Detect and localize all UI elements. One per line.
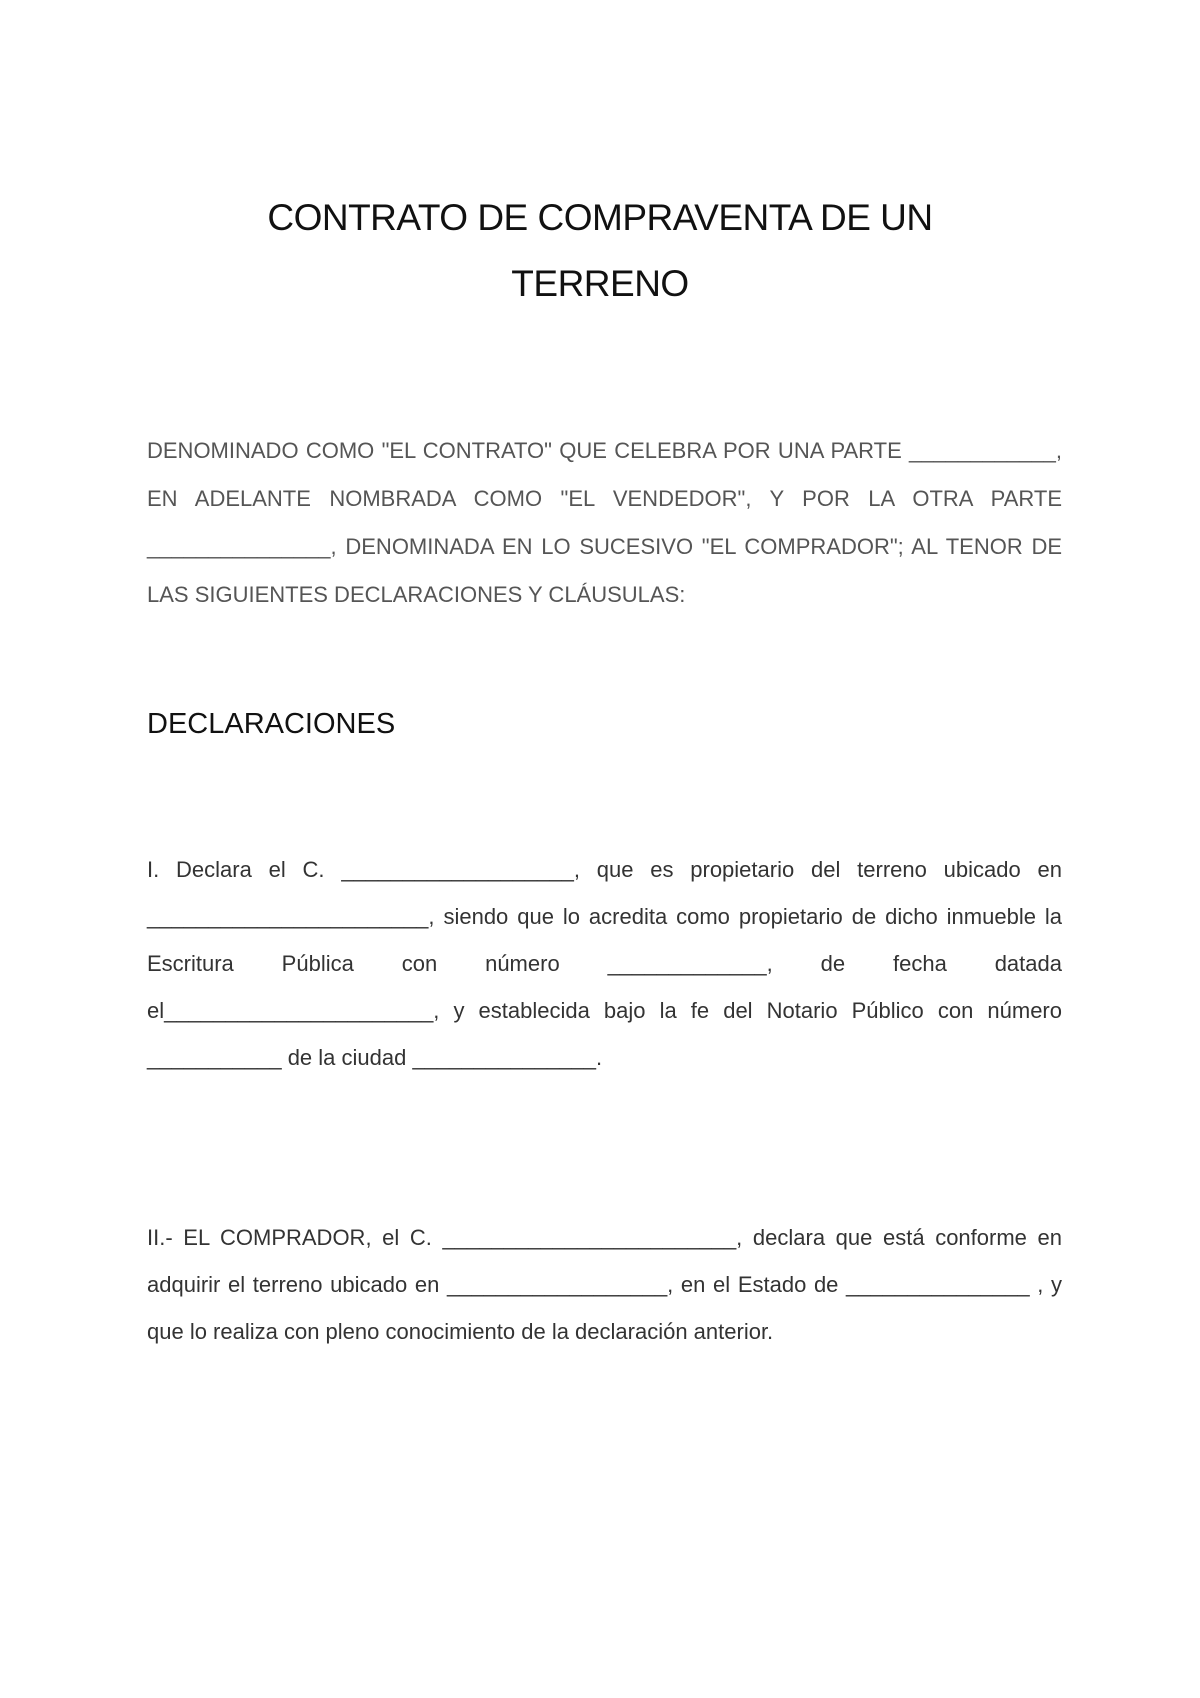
declaration-clause-1: I. Declara el C. ___________________, que es propietario del terreno ubicado en _______________________, siendo que lo acredita como propietario de dicho inmueble la Escritura Pública con número _____________, de fecha datada el______________________, y establecida bajo la fe del Notario Público con número ___________ de la ciudad _______________. — [147, 857, 1062, 1070]
declaration-clause-2: II.- EL COMPRADOR, el C. ________________________, declara que está conforme en adquirir el terreno ubicado en __________________, en el Estado de _______________ , y que lo realiza con pleno conocimiento de la declaración anterior. — [147, 1225, 1062, 1344]
section-heading-declaraciones: DECLARACIONES — [147, 708, 396, 740]
title-line-2: TERRENO — [511, 263, 689, 304]
title-line-1: CONTRATO DE COMPRAVENTA DE UN — [267, 197, 933, 238]
document-title — [190, 185, 1010, 317]
intro-paragraph: DENOMINADO COMO "EL CONTRATO" QUE CELEBRA POR UNA PARTE ____________, EN ADELANTE NOMBRADA COMO "EL VENDEDOR", Y POR LA OTRA PARTE _______________, DENOMINADA EN LO SUCESIVO "EL COMPRADOR"; AL TENOR DE LAS SIGUIENTES DECLARACIONES Y CLÁUSULAS: — [147, 438, 1062, 607]
